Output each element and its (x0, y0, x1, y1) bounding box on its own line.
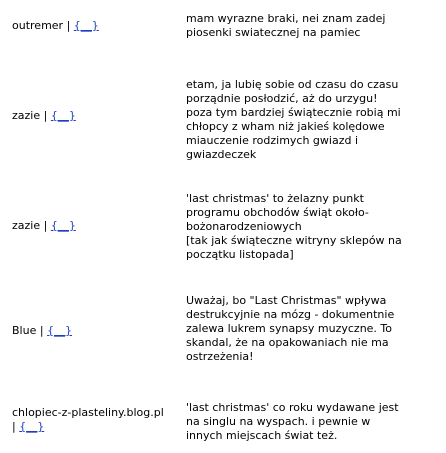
comment-text-line: mam wyrazne braki, nei znam zadej (186, 12, 386, 25)
comment-text-line: programu obchodów świąt około- (186, 206, 369, 219)
comment-row (0, 192, 446, 264)
comment-row (0, 12, 446, 42)
comment-text (186, 294, 418, 364)
comment-text-line: bożonarodzeniowych (186, 220, 302, 233)
reply-link[interactable]: {__} (47, 324, 73, 337)
comment-text-line: porządnie posłodzić, aż do urzygu! (186, 92, 378, 105)
comment-text (186, 78, 418, 162)
reply-link[interactable]: {__} (19, 420, 45, 433)
comment-text-line: Uważaj, bo "Last Christmas" wpływa (186, 294, 387, 307)
comment-row (0, 401, 446, 445)
comment-text-line: miauczenie rodzimych gwiazd i (186, 134, 359, 147)
comment-text-line: 'last christmas' to żelazny punkt (186, 192, 364, 205)
comment-text (186, 192, 418, 262)
comment-author-cell (12, 219, 180, 233)
reply-link[interactable]: {__} (73, 19, 99, 32)
comment-row (0, 78, 446, 164)
comment-text-line: 'last christmas' co roku wydawane jest (186, 401, 399, 414)
comment-text-line: etam, ja lubię sobie od czasu do czasu (186, 78, 399, 91)
comment-author-cell (12, 324, 180, 338)
comment-author: chlopiec-z-plasteliny.blog.pl (12, 406, 164, 419)
comment-text-line: chłopcy z wham niż jakieś kolędowe (186, 120, 385, 133)
comment-author-cell (12, 19, 180, 33)
reply-link[interactable]: {__} (50, 109, 76, 122)
comment-row (0, 294, 446, 366)
comment-author-cell (12, 109, 180, 123)
comment-author: outremer (12, 19, 64, 32)
comment-text-line: na singlu na wyspach. i pewnie w (186, 415, 371, 428)
author-separator: | (43, 219, 48, 232)
author-separator: | (12, 420, 16, 433)
comment-text-line: zalewa lukrem synapsy muzyczne. To (186, 322, 393, 335)
comment-text (186, 12, 418, 40)
author-separator: | (66, 19, 71, 32)
reply-link[interactable]: {__} (50, 219, 76, 232)
comment-author: Blue (12, 324, 37, 337)
comment-text-line: ostrzeżenia! (186, 350, 254, 363)
comment-text-line: skandal, że na opakowaniach nie ma (186, 336, 389, 349)
comment-text-line: innych miejscach świat też. (186, 429, 338, 442)
comment-text-line: destrukcyjnie na mózg - dokumentnie (186, 308, 395, 321)
author-separator: | (43, 109, 48, 122)
comment-text-line: poza tym bardziej świątecznie robią mi (186, 106, 401, 119)
comment-author: zazie (12, 219, 41, 232)
comment-author: zazie (12, 109, 41, 122)
comment-text-line: [tak jak świąteczne witryny sklepów na (186, 234, 402, 247)
comment-text (186, 401, 418, 443)
comment-text-line: piosenki swiatecznej na pamiec (186, 26, 361, 39)
comment-text-line: gwiazdeczek (186, 148, 257, 161)
comment-author-cell (12, 406, 180, 434)
author-separator: | (39, 324, 44, 337)
comment-text-line: początku listopada] (186, 248, 294, 261)
